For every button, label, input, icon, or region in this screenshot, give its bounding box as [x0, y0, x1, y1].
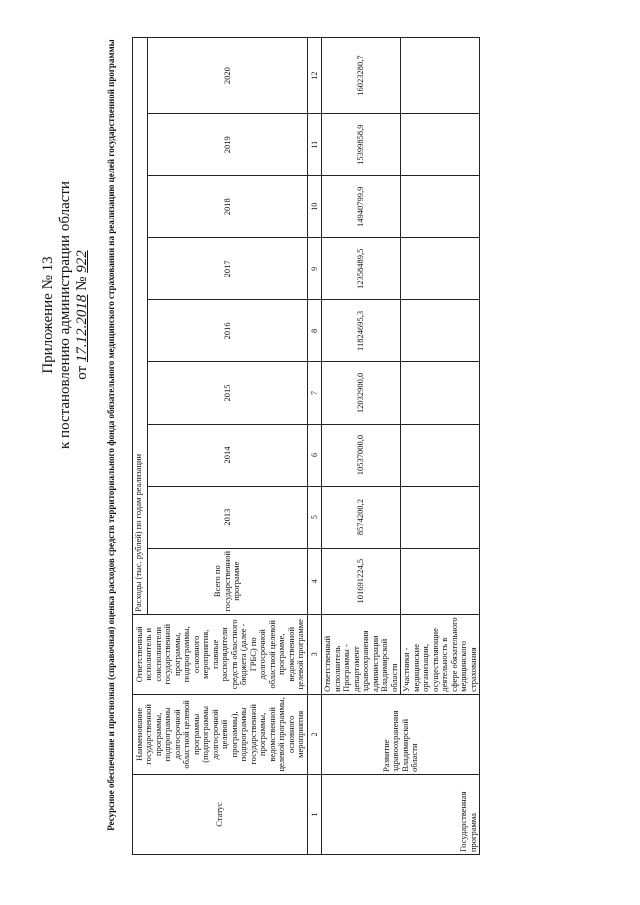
header-year: 2014 [148, 424, 308, 486]
row-value: 14940799,9 [322, 176, 401, 238]
header-year: 2015 [148, 362, 308, 424]
row-value: 11824695,3 [322, 300, 401, 362]
row-status: Государственная программа [322, 774, 480, 854]
empty-cell [401, 486, 480, 548]
row-value: 12358489,5 [322, 238, 401, 300]
resolution-reference: к постановлению администрации области [57, 181, 73, 449]
empty-cell [401, 114, 480, 176]
document-title: Ресурсное обеспечение и прогнозная (справочная) оценка расходов средств территориального фонда обязательного медицинского страхования на реализацию целей государственной программы [106, 39, 116, 831]
column-number: 1 [308, 774, 322, 854]
document-header [40, 165, 91, 465]
header-year: 2019 [148, 114, 308, 176]
row-value: 12032900,0 [322, 362, 401, 424]
header-expenses-group: Расходы (тыс. рублей) по годам реализации [133, 38, 148, 615]
from-label: от [74, 365, 90, 380]
header-year: 2017 [148, 238, 308, 300]
header-year: 2020 [148, 38, 308, 114]
resolution-date: 17.12.2018 [74, 294, 90, 363]
header-executor: Ответственный исполнитель и соисполнители государственной программы, подпрограммы, основного мероприятия, главные распорядители средств областного бюджета (далее - ГРБС) по долгосрочной областной целевой программе, ведомственной целевой программе [133, 614, 308, 694]
empty-cell [401, 362, 480, 424]
column-number: 3 [308, 614, 322, 694]
row-program-name: Развитие здравоохранения Владимирской области [322, 694, 480, 774]
resolution-date-line [74, 165, 91, 465]
row-value: 10537000,0 [322, 424, 401, 486]
column-number: 4 [308, 548, 322, 614]
header-year: 2016 [148, 300, 308, 362]
column-number: 8 [308, 300, 322, 362]
column-number: 12 [308, 38, 322, 114]
column-number: 2 [308, 694, 322, 774]
row-executor-responsible: Ответственный исполнитель Программы - департамент здравоохранения администрации Владимирской области [322, 614, 401, 694]
empty-cell [401, 300, 480, 362]
row-total: 101691224,5 [322, 548, 401, 614]
expenses-table [132, 37, 480, 855]
column-number: 11 [308, 114, 322, 176]
row-executor-participants: Участники - медицинские организации, осуществляющие деятельность в сфере обязательного медицинского страхования [401, 614, 480, 694]
header-year: 2018 [148, 176, 308, 238]
appendix-title: Приложение № 13 [40, 256, 56, 374]
row-value: 8574200,2 [322, 486, 401, 548]
empty-cell [401, 238, 480, 300]
column-number: 10 [308, 176, 322, 238]
empty-cell [401, 176, 480, 238]
resolution-number: 922 [74, 250, 90, 273]
header-year: 2013 [148, 486, 308, 548]
empty-cell [401, 38, 480, 114]
column-number: 9 [308, 238, 322, 300]
header-program-name: Наименование государственной программы, подпрограммы долгосрочной областной целевой программы (подпрограммы долгосрочной целевой программы), подпрограммы государственной программы, ведомственной целевой программы, основного мероприятия [133, 694, 308, 774]
empty-cell [401, 548, 480, 614]
empty-cell [401, 424, 480, 486]
column-number: 6 [308, 424, 322, 486]
row-value: 15399858,9 [322, 114, 401, 176]
row-value: 16023280,7 [322, 38, 401, 114]
number-label: № [74, 276, 90, 291]
column-number: 5 [308, 486, 322, 548]
header-status: Статус [133, 774, 308, 854]
header-total: Всего по государственной программе [148, 548, 308, 614]
column-number: 7 [308, 362, 322, 424]
